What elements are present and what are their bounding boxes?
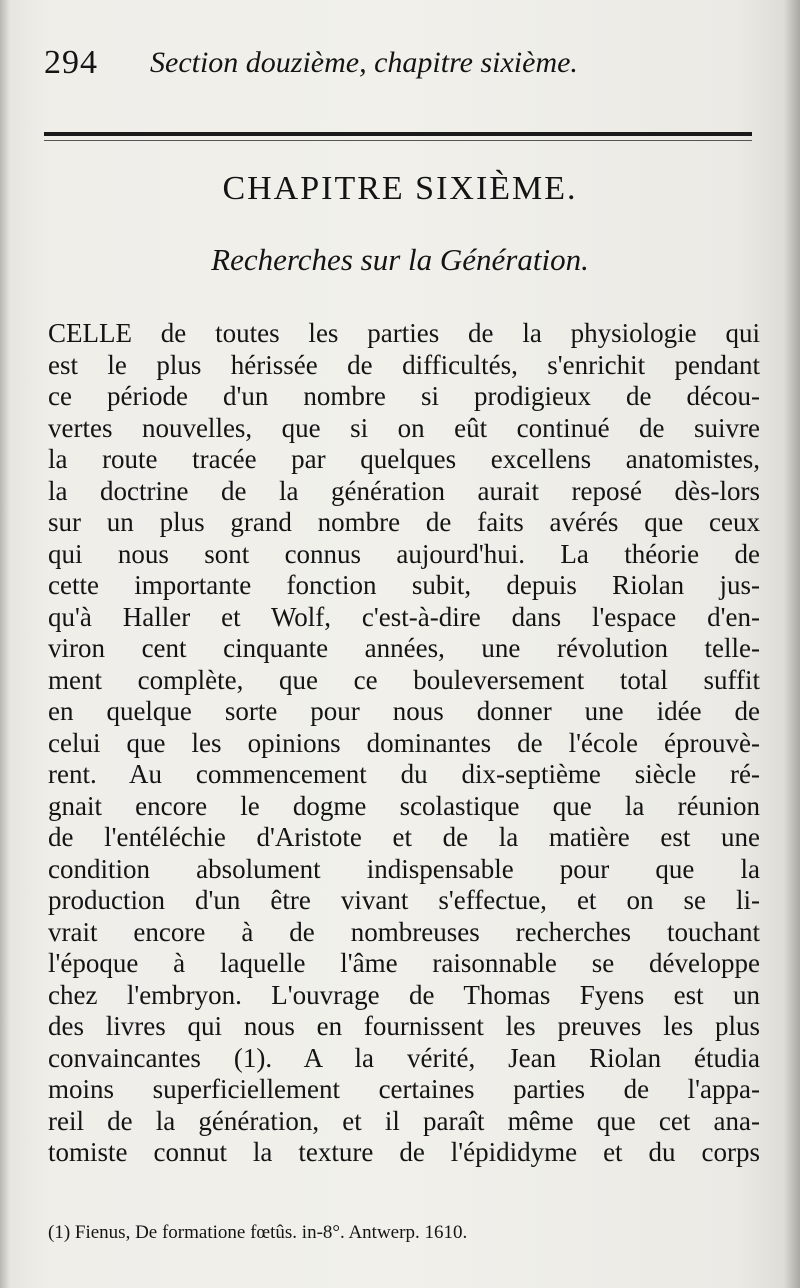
text-line: sur un plus grand nombre de faits avérés que ceux [48, 507, 760, 537]
text-line: moins superficiellement certaines parties de l'appa- [48, 1074, 760, 1104]
section-title: Section douzième, chapitre sixième. [150, 46, 578, 79]
text-line: qu'à Haller et Wolf, c'est-à-dire dans l'espace d'en- [48, 601, 760, 632]
text-line: qui nous sont connus aujourd'hui. La théorie de [48, 538, 760, 569]
text-line: la doctrine de la génération aurait reposé dès-lors [48, 475, 760, 506]
text-line: de l'entéléchie d'Aristote et de la matière est une [48, 822, 760, 852]
text-line: rent. Au commencement du dix-septième siècle ré- [48, 759, 760, 789]
text-line: ce période d'un nombre si prodigieux de décou- [48, 381, 760, 411]
text-line: tomiste connut la texture de l'épididyme et du corps [48, 1137, 760, 1167]
text-line: convaincantes (1). A la vérité, Jean Riolan étudia [48, 1042, 760, 1073]
text-line: l'époque à laquelle l'âme raisonnable se développe [48, 948, 760, 978]
text-line: cette importante fonction subit, depuis Riolan jus- [48, 570, 760, 600]
body-text [48, 318, 760, 1169]
text-line: reil de la génération, et il paraît même que cet ana- [48, 1105, 760, 1136]
chapter-subtitle: Recherches sur la Génération. [211, 242, 589, 277]
text-line: chez l'embryon. L'ouvrage de Thomas Fyens est un [48, 979, 760, 1010]
header-rule [44, 132, 752, 136]
footnote: (1) Fienus, De formatione fœtûs. in-8°. Antwerp. 1610. [48, 1222, 468, 1243]
text-line: des livres qui nous en fournissent les preuves les plus [48, 1011, 760, 1041]
text-line: viron cent cinquante années, une révolution telle- [48, 633, 760, 663]
text-line: CELLE de toutes les parties de la physiologie qui [48, 318, 760, 348]
text-line: condition absolument indispensable pour que la [48, 853, 760, 884]
text-line: la route tracée par quelques excellens anatomistes, [48, 444, 760, 474]
text-line: gnait encore le dogme scolastique que la réunion [48, 790, 760, 821]
text-line: vertes nouvelles, que si on eût continué de suivre [48, 412, 760, 443]
page-number: 294 [44, 44, 98, 81]
text-line: vrait encore à de nombreuses recherches touchant [48, 916, 760, 947]
chapter-title: CHAPITRE SIXIÈME. [222, 170, 578, 207]
header-rule-thin [44, 140, 752, 141]
text-line: production d'un être vivant s'effectue, et on se li- [48, 885, 760, 915]
text-line: ment complète, que ce bouleversement total suffit [48, 664, 760, 695]
running-head [44, 40, 764, 90]
text-line: est le plus hérissée de difficultés, s'enrichit pendant [48, 349, 760, 380]
text-line: celui que les opinions dominantes de l'école éprouvè- [48, 727, 760, 758]
text-line: en quelque sorte pour nous donner une idée de [48, 696, 760, 726]
